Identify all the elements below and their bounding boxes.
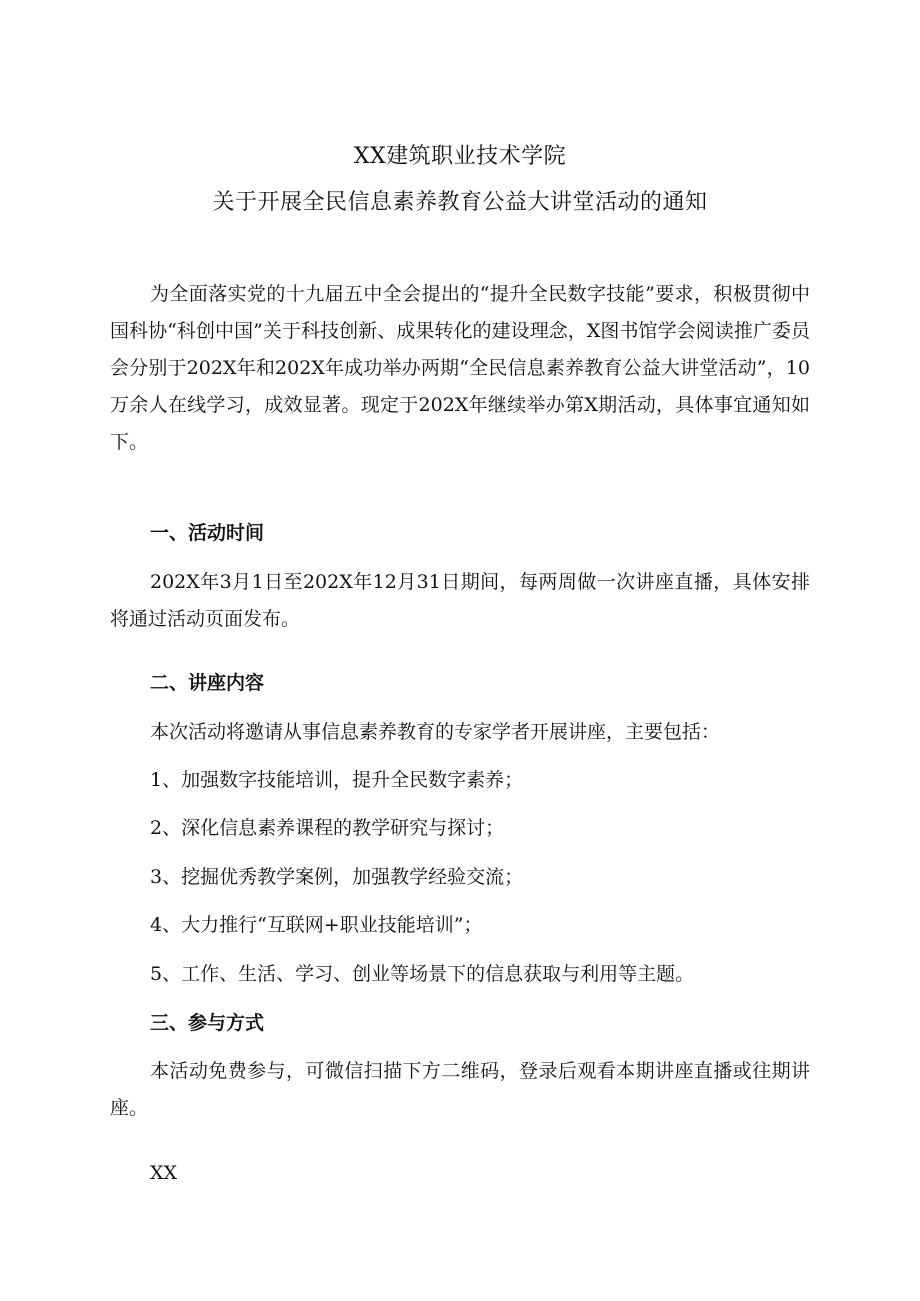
section2-intro: 本次活动将邀请从事信息素养教育的专家学者开展讲座，主要包括：: [150, 721, 721, 743]
list-item: 1、加强数字技能培训，提升全民数字素养；: [150, 769, 524, 791]
section2-heading: 二、讲座内容: [150, 672, 265, 694]
intro-paragraph: 为全面落实党的十九届五中全会提出的“提升全民数字技能”要求，积极贯彻中国科协“科创中国”关于科技创新、成果转化的建设理念，X图书馆学会阅读推广委员会分别于202X年和202X年成功举办两期“全民信息素养教育公益大讲堂活动”，10万余人在线学习，成效显著。现定于202X年继续举办第X期活动，具体事宜通知如下。: [110, 283, 810, 453]
section1-heading: 一、活动时间: [150, 522, 265, 544]
document-title-line2: 关于开展全民信息素养教育公益大讲堂活动的通知: [212, 190, 708, 215]
list-item: 4、大力推行“互联网+职业技能培训”；: [150, 914, 483, 936]
section3-heading: 三、参与方式: [150, 1012, 265, 1034]
list-item: 2、深化信息素养课程的教学研究与探讨；: [150, 817, 505, 839]
section3-body: 本活动免费参与，可微信扫描下方二维码，登录后观看本期讲座直播或往期讲座。: [110, 1060, 810, 1119]
document-title-line1: XX建筑职业技术学院: [353, 144, 567, 169]
list-item: 5、工作、生活、学习、创业等场景下的信息获取与利用等主题。: [150, 963, 695, 985]
list-item: 3、挖掘优秀教学案例，加强教学经验交流；: [150, 866, 524, 888]
signature: XX: [150, 1162, 178, 1184]
section1-body: 202X年3月1日至202X年12月31日期间，每两周做一次讲座直播，具体安排将通过活动页面发布。: [110, 571, 810, 630]
